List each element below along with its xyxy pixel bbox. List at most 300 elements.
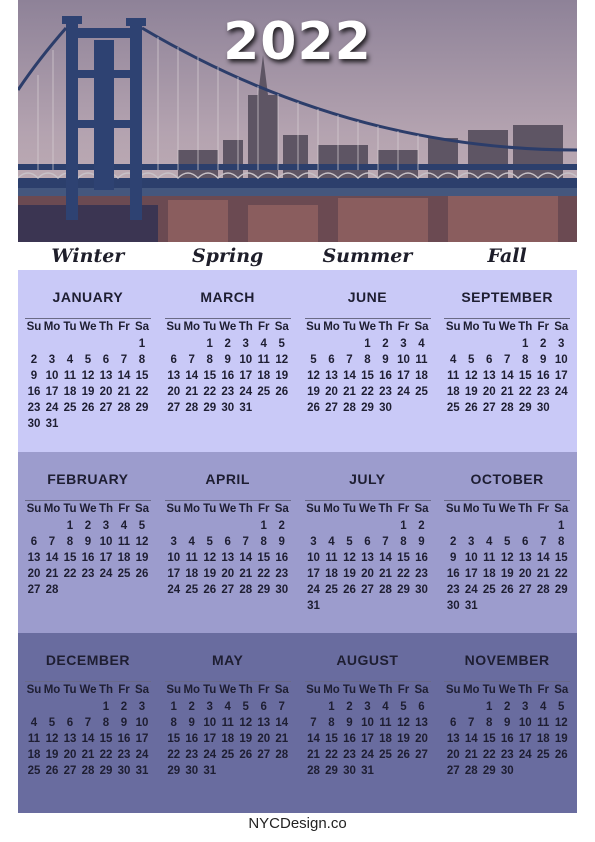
day-number: 20 — [446, 749, 460, 761]
day-number: 30 — [343, 765, 356, 777]
season-winter: Winter — [51, 245, 125, 267]
day-number: 4 — [30, 717, 38, 729]
day-number: 16 — [379, 370, 392, 382]
day-number: 17 — [361, 733, 374, 745]
day-number: 1 — [486, 701, 493, 713]
day-number: 29 — [135, 402, 149, 414]
day-number: 29 — [325, 765, 338, 777]
header-rule — [305, 500, 431, 501]
weekday-header: We — [79, 684, 97, 696]
day-number: 7 — [468, 717, 475, 729]
day-number: 5 — [242, 701, 249, 713]
day-number: 27 — [257, 749, 271, 761]
day-number: 15 — [99, 733, 113, 745]
day-number: 26 — [343, 584, 356, 596]
day-number: 12 — [81, 370, 95, 382]
day-number: 16 — [221, 370, 235, 382]
day-number: 4 — [418, 338, 425, 350]
weekday-header: Fr — [258, 503, 270, 515]
day-number: 13 — [325, 370, 338, 382]
day-number: 25 — [27, 765, 41, 777]
day-number: 23 — [117, 749, 131, 761]
day-number: 22 — [361, 386, 374, 398]
day-number: 11 — [537, 717, 550, 729]
day-number: 5 — [48, 717, 56, 729]
day-number: 8 — [260, 536, 267, 548]
weekday-header: We — [498, 321, 516, 333]
day-number: 3 — [170, 536, 177, 548]
day-number: 6 — [66, 717, 74, 729]
day-number: 2 — [278, 520, 285, 532]
day-number: 10 — [239, 354, 253, 366]
weekday-header: Sa — [554, 684, 569, 696]
day-number: 20 — [27, 568, 41, 580]
day-number: 10 — [99, 536, 113, 548]
day-number: 25 — [63, 402, 77, 414]
weekday-header: Tu — [63, 503, 77, 515]
day-number: 2 — [540, 338, 547, 350]
day-number: 8 — [102, 717, 110, 729]
header-rule — [305, 681, 431, 682]
month-name: APRIL — [205, 471, 250, 487]
day-number: 8 — [522, 354, 529, 366]
day-number: 10 — [307, 552, 320, 564]
day-number: 1 — [102, 701, 110, 713]
day-number: 27 — [99, 402, 113, 414]
day-number: 3 — [364, 701, 371, 713]
day-number: 8 — [328, 717, 335, 729]
day-number: 29 — [554, 584, 568, 596]
day-number: 26 — [45, 765, 59, 777]
weekday-header: Sa — [134, 684, 150, 696]
weekday-header: Tu — [203, 684, 217, 696]
day-number: 2 — [418, 520, 425, 532]
day-number: 1 — [170, 701, 177, 713]
weekday-header: Mo — [462, 503, 480, 515]
weekday-header: Tu — [482, 321, 496, 333]
day-number: 26 — [239, 749, 253, 761]
day-number: 16 — [27, 386, 41, 398]
day-number: 7 — [504, 354, 511, 366]
weekday-header: We — [219, 503, 237, 515]
season-summer: Summer — [322, 245, 413, 267]
day-number: 5 — [206, 536, 213, 548]
day-number: 12 — [500, 552, 514, 564]
weekday-header: Su — [306, 684, 321, 696]
header-rule — [25, 681, 151, 682]
day-number: 9 — [84, 536, 92, 548]
day-number: 12 — [203, 552, 217, 564]
day-number: 14 — [464, 733, 478, 745]
day-number: 4 — [120, 520, 128, 532]
weekday-header: We — [358, 503, 377, 515]
weekday-header: Fr — [258, 684, 270, 696]
day-number: 12 — [275, 354, 289, 366]
day-number: 25 — [536, 749, 550, 761]
day-number: 8 — [66, 536, 74, 548]
weekday-header: Tu — [203, 321, 217, 333]
day-number: 4 — [328, 536, 335, 548]
month-block — [158, 452, 298, 633]
day-number: 21 — [343, 386, 356, 398]
day-number: 4 — [486, 536, 493, 548]
day-number: 26 — [203, 584, 217, 596]
day-number: 26 — [81, 402, 95, 414]
day-number: 11 — [221, 717, 234, 729]
day-number: 6 — [224, 536, 231, 548]
month-name: DECEMBER — [45, 652, 130, 668]
header-rule — [165, 500, 291, 501]
day-number: 18 — [379, 733, 392, 745]
day-number: 25 — [379, 749, 392, 761]
weekday-header: Th — [518, 503, 533, 515]
day-number: 16 — [81, 552, 95, 564]
day-number: 6 — [450, 717, 457, 729]
day-number: 8 — [558, 536, 565, 548]
weekday-header: Th — [378, 684, 393, 696]
weekday-header: Th — [238, 684, 253, 696]
day-number: 22 — [397, 568, 410, 580]
day-number: 15 — [203, 370, 217, 382]
day-number: 23 — [446, 584, 460, 596]
weekday-header: Sa — [414, 503, 429, 515]
day-number: 1 — [558, 520, 565, 532]
day-number: 6 — [170, 354, 177, 366]
weekday-header: Fr — [118, 321, 130, 333]
weekday-header: Th — [518, 684, 533, 696]
day-number: 27 — [221, 584, 235, 596]
day-number: 1 — [66, 520, 74, 532]
day-number: 3 — [242, 338, 249, 350]
day-number: 21 — [536, 568, 550, 580]
day-number: 20 — [221, 568, 235, 580]
day-number: 31 — [464, 600, 478, 612]
weekday-header: Su — [26, 684, 42, 696]
day-number: 2 — [450, 536, 457, 548]
month-block — [18, 452, 158, 633]
day-number: 28 — [379, 584, 392, 596]
day-number: 30 — [379, 402, 392, 414]
month-block — [298, 270, 438, 452]
footer-credit: NYCDesign.co — [248, 815, 347, 832]
day-number: 21 — [307, 749, 320, 761]
day-number: 13 — [27, 552, 41, 564]
weekday-header: Fr — [397, 684, 410, 696]
day-number: 4 — [66, 354, 74, 366]
day-number: 28 — [81, 765, 95, 777]
day-number: 22 — [518, 386, 532, 398]
day-number: 17 — [135, 733, 149, 745]
day-number: 9 — [278, 536, 285, 548]
day-number: 12 — [343, 552, 356, 564]
weekday-header-row — [165, 503, 291, 519]
day-number: 7 — [48, 536, 56, 548]
weekday-header-row — [444, 503, 570, 519]
day-number: 11 — [257, 354, 270, 366]
weekday-header: Tu — [342, 684, 357, 696]
day-number: 2 — [382, 338, 389, 350]
day-number: 19 — [307, 386, 320, 398]
month-block — [437, 633, 577, 813]
day-number: 25 — [117, 568, 131, 580]
day-number: 23 — [536, 386, 550, 398]
day-number: 30 — [275, 584, 289, 596]
day-number: 8 — [486, 717, 493, 729]
day-number: 28 — [239, 584, 253, 596]
day-number: 6 — [364, 536, 371, 548]
day-number: 8 — [138, 354, 146, 366]
weekday-header: Su — [166, 503, 182, 515]
day-number: 20 — [361, 568, 374, 580]
day-number: 2 — [504, 701, 511, 713]
weekday-header: Mo — [183, 684, 201, 696]
month-name: JULY — [349, 471, 386, 487]
day-number: 28 — [45, 584, 59, 596]
day-number: 9 — [120, 717, 128, 729]
day-number: 29 — [257, 584, 271, 596]
season-spring: Spring — [191, 245, 264, 267]
day-number: 30 — [446, 600, 460, 612]
weekday-header: We — [79, 321, 97, 333]
year-title: 2022 — [223, 12, 372, 72]
weekday-header: Mo — [462, 321, 480, 333]
header-rule — [25, 500, 151, 501]
month-block — [158, 633, 298, 813]
day-number: 24 — [45, 402, 59, 414]
day-number: 26 — [135, 568, 149, 580]
day-number: 20 — [325, 386, 338, 398]
day-number: 2 — [84, 520, 92, 532]
day-number: 21 — [45, 568, 59, 580]
day-number: 7 — [278, 701, 285, 713]
season-labels — [18, 242, 577, 270]
weekday-header: We — [358, 684, 377, 696]
day-number: 17 — [239, 370, 253, 382]
day-number: 23 — [275, 568, 289, 580]
weekday-header: Tu — [482, 684, 496, 696]
day-number: 26 — [464, 402, 478, 414]
day-number: 3 — [558, 338, 565, 350]
month-block — [158, 270, 298, 452]
header-rule — [165, 681, 291, 682]
day-number: 30 — [27, 418, 41, 430]
day-number: 7 — [84, 717, 92, 729]
day-number: 19 — [464, 386, 478, 398]
day-number: 14 — [185, 370, 199, 382]
day-number: 16 — [415, 552, 428, 564]
bridge-photo — [18, 0, 577, 242]
day-number: 15 — [325, 733, 338, 745]
day-number: 4 — [382, 701, 389, 713]
day-number: 14 — [81, 733, 95, 745]
day-number: 23 — [379, 386, 392, 398]
day-number: 25 — [221, 749, 235, 761]
day-number: 19 — [203, 568, 217, 580]
day-number: 28 — [307, 765, 320, 777]
day-number: 9 — [346, 717, 353, 729]
day-number: 14 — [307, 733, 320, 745]
weekday-header: Fr — [537, 503, 549, 515]
day-number: 13 — [99, 370, 113, 382]
day-number: 22 — [554, 568, 568, 580]
weekday-header: Tu — [482, 503, 496, 515]
weekday-header: Fr — [537, 321, 549, 333]
day-number: 26 — [500, 584, 514, 596]
day-number: 29 — [518, 402, 532, 414]
day-number: 20 — [518, 568, 532, 580]
weekday-header: Mo — [323, 684, 340, 696]
weekday-header: We — [358, 321, 377, 333]
weekday-header: Fr — [537, 684, 549, 696]
season-band — [18, 270, 577, 452]
day-number: 30 — [117, 765, 131, 777]
day-number: 1 — [364, 338, 371, 350]
weekday-header: Tu — [342, 503, 357, 515]
day-number: 7 — [242, 536, 249, 548]
day-number: 21 — [500, 386, 514, 398]
day-number: 7 — [120, 354, 128, 366]
day-number: 8 — [364, 354, 371, 366]
weekday-header: Th — [238, 321, 253, 333]
season-band — [18, 452, 577, 633]
day-number: 11 — [185, 552, 198, 564]
day-number: 19 — [343, 568, 356, 580]
day-number: 11 — [325, 552, 338, 564]
day-number: 22 — [99, 749, 113, 761]
day-number: 24 — [397, 386, 410, 398]
day-number: 12 — [554, 717, 568, 729]
day-number: 14 — [500, 370, 514, 382]
day-number: 10 — [45, 370, 59, 382]
weekday-header: Fr — [397, 321, 410, 333]
day-number: 15 — [554, 552, 568, 564]
month-block — [298, 452, 438, 633]
day-number: 14 — [536, 552, 550, 564]
day-number: 10 — [554, 354, 568, 366]
day-number: 19 — [275, 370, 289, 382]
day-number: 10 — [464, 552, 478, 564]
day-number: 18 — [446, 386, 460, 398]
day-number: 17 — [554, 370, 568, 382]
day-number: 18 — [27, 749, 41, 761]
day-number: 19 — [239, 733, 253, 745]
weekday-header: Mo — [43, 321, 61, 333]
weekday-header: Su — [445, 321, 461, 333]
day-number: 27 — [325, 402, 338, 414]
weekday-header-row — [305, 321, 431, 337]
day-number: 9 — [504, 717, 511, 729]
day-number: 8 — [400, 536, 407, 548]
day-number: 23 — [221, 386, 235, 398]
weekday-header: Th — [98, 503, 114, 515]
day-number: 15 — [482, 733, 496, 745]
day-number: 28 — [185, 402, 199, 414]
day-number: 20 — [99, 386, 113, 398]
day-number: 12 — [239, 717, 253, 729]
weekday-header: Th — [98, 321, 114, 333]
day-number: 11 — [117, 536, 131, 548]
weekday-header: Tu — [63, 684, 77, 696]
header-rule — [444, 681, 570, 682]
day-number: 12 — [135, 536, 149, 548]
day-number: 28 — [117, 402, 131, 414]
weekday-header: Th — [238, 503, 253, 515]
day-number: 8 — [206, 354, 213, 366]
day-number: 17 — [518, 733, 532, 745]
day-number: 31 — [361, 765, 374, 777]
weekday-header: Su — [445, 684, 461, 696]
day-number: 11 — [447, 370, 460, 382]
day-number: 2 — [120, 701, 128, 713]
day-number: 22 — [257, 568, 271, 580]
day-number: 5 — [558, 701, 565, 713]
season-fall: Fall — [487, 245, 527, 267]
weekday-header: Sa — [274, 321, 289, 333]
weekday-header: Th — [378, 321, 393, 333]
day-number: 29 — [203, 402, 217, 414]
day-number: 10 — [397, 354, 410, 366]
day-number: 27 — [518, 584, 532, 596]
weekday-header: Su — [166, 321, 182, 333]
day-number: 7 — [382, 536, 389, 548]
day-number: 26 — [397, 749, 410, 761]
day-number: 16 — [117, 733, 131, 745]
day-number: 24 — [203, 749, 217, 761]
day-number: 22 — [482, 749, 496, 761]
weekday-header: Mo — [462, 684, 480, 696]
day-number: 21 — [185, 386, 199, 398]
weekday-header: Mo — [43, 503, 61, 515]
day-number: 5 — [346, 536, 353, 548]
day-number: 24 — [554, 386, 568, 398]
weekday-header: Sa — [414, 684, 429, 696]
day-number: 28 — [343, 402, 356, 414]
weekday-header: Sa — [414, 321, 429, 333]
day-number: 22 — [167, 749, 181, 761]
day-number: 7 — [310, 717, 317, 729]
day-number: 21 — [81, 749, 95, 761]
day-number: 3 — [400, 338, 407, 350]
day-number: 7 — [346, 354, 353, 366]
day-number: 21 — [464, 749, 478, 761]
day-number: 28 — [275, 749, 289, 761]
day-number: 14 — [379, 552, 392, 564]
weekday-header: Mo — [43, 684, 61, 696]
weekday-header: We — [498, 503, 516, 515]
weekday-header: Su — [26, 503, 42, 515]
weekday-header-row — [25, 321, 151, 337]
day-number: 25 — [185, 584, 199, 596]
weekday-header: Tu — [63, 321, 77, 333]
day-number: 21 — [117, 386, 131, 398]
day-number: 31 — [135, 765, 149, 777]
day-number: 14 — [239, 552, 253, 564]
day-number: 10 — [361, 717, 374, 729]
weekday-header: Mo — [183, 503, 201, 515]
day-number: 16 — [275, 552, 289, 564]
day-number: 12 — [397, 717, 410, 729]
day-number: 29 — [361, 402, 374, 414]
month-name: MAY — [211, 652, 244, 668]
day-number: 20 — [257, 733, 271, 745]
day-number: 25 — [482, 584, 496, 596]
day-number: 13 — [446, 733, 460, 745]
day-number: 13 — [415, 717, 428, 729]
day-number: 26 — [554, 749, 568, 761]
day-number: 19 — [135, 552, 149, 564]
day-number: 5 — [504, 536, 511, 548]
day-number: 17 — [99, 552, 113, 564]
